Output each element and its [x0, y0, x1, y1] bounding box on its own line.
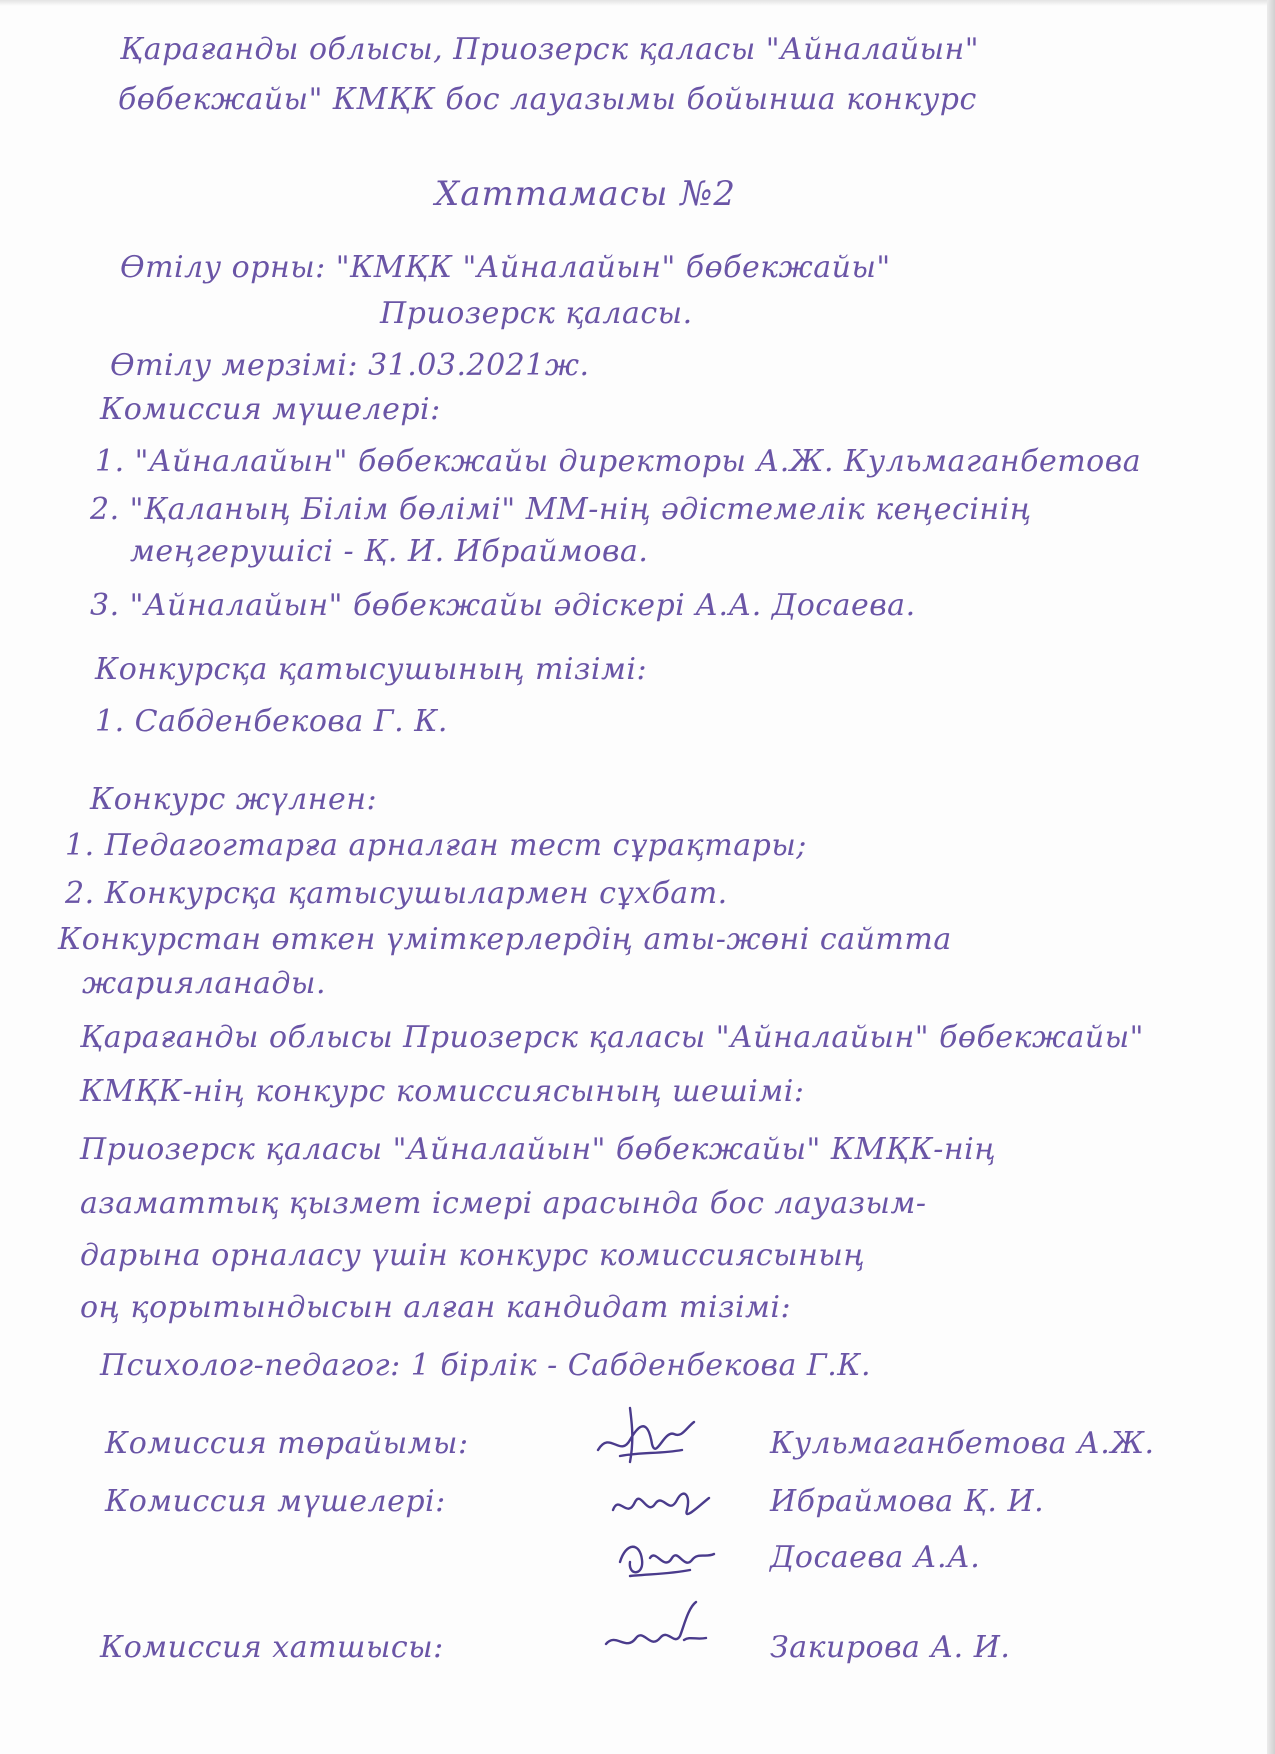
- secretary-name: Закирова А. И.: [770, 1630, 1011, 1665]
- secretary-label: Комиссия хатшысы:: [100, 1630, 444, 1665]
- commission-heading: Комиссия мүшелері:: [100, 392, 441, 427]
- commission-member-3: 3. "Айналайын" бөбекжайы әдіскері А.А. Досаева.: [90, 588, 916, 623]
- procedure-item-2: 2. Конкурсқа қатысушылармен сұхбат.: [65, 876, 728, 911]
- decision-line-7: Психолог-педагог: 1 бірлік - Сабденбекова Г.К.: [100, 1348, 872, 1383]
- header-line-1: Қарағанды облысы, Приозерск қаласы "Айналайын": [120, 32, 980, 67]
- commission-member-2-line-2: меңгерушісі - Қ. И. Ибраймова.: [130, 534, 649, 569]
- decision-line-2: КМҚК-нің конкурс комиссиясының шешімі:: [80, 1074, 805, 1109]
- decision-line-1: Қарағанды облысы Приозерск қаласы "Айналайын" бөбекжайы": [80, 1020, 1144, 1055]
- participants-heading: Конкурсқа қатысушының тізімі:: [95, 652, 648, 687]
- procedure-heading: Конкурс жүлнен:: [90, 782, 378, 817]
- page-right-edge: [1267, 0, 1275, 1754]
- commission-member-1: 1. "Айналайын" бөбекжайы директоры А.Ж. Кульмаганбетова: [95, 444, 1142, 479]
- date-line: Өтілу мерзімі: 31.03.2021ж.: [110, 348, 590, 383]
- member-2-signature: [610, 1518, 720, 1588]
- decision-line-4: азаматтық қызмет ісмері арасында бос лауазым-: [80, 1186, 927, 1221]
- venue-line-2: Приозерск қаласы.: [380, 296, 693, 331]
- chair-name: Кульмаганбетова А.Ж.: [770, 1426, 1155, 1461]
- participant-1: 1. Сабденбекова Г. К.: [95, 704, 448, 739]
- decision-line-5: дарына орналасу үшін конкурс комиссиясының: [80, 1238, 866, 1273]
- procedure-item-1: 1. Педагогтарға арналған тест сұрақтары;: [65, 828, 807, 863]
- commission-member-2-line-1: 2. "Қаланың Білім бөлімі" ММ-нің әдістемелік кеңесінің: [90, 492, 1032, 527]
- member-1-name: Ибраймова Қ. И.: [770, 1484, 1045, 1519]
- page-top-edge: [0, 0, 1275, 6]
- decision-line-3: Приозерск қаласы "Айналайын" бөбекжайы" КМҚК-нің: [80, 1132, 997, 1167]
- secretary-signature: [600, 1596, 710, 1666]
- procedure-note-line-1: Конкурстан өткен үміткерлердің аты-жөні сайтта: [58, 922, 952, 957]
- protocol-title: Хаттамасы №2: [435, 174, 737, 214]
- chair-label: Комиссия төрайымы:: [105, 1426, 469, 1461]
- members-label: Комиссия мүшелері:: [105, 1484, 446, 1519]
- decision-line-6: оң қорытындысын алған кандидат тізімі:: [80, 1290, 792, 1325]
- member-2-name: Досаева А.А.: [770, 1540, 981, 1575]
- chair-signature: [590, 1400, 700, 1470]
- header-line-2: бөбекжайы" КМҚК бос лауазымы бойынша конкурс: [118, 82, 977, 117]
- procedure-note-line-2: жарияланады.: [82, 966, 326, 1001]
- venue-line-1: Өтілу орны: "КМҚК "Айналайын" бөбекжайы": [120, 250, 891, 285]
